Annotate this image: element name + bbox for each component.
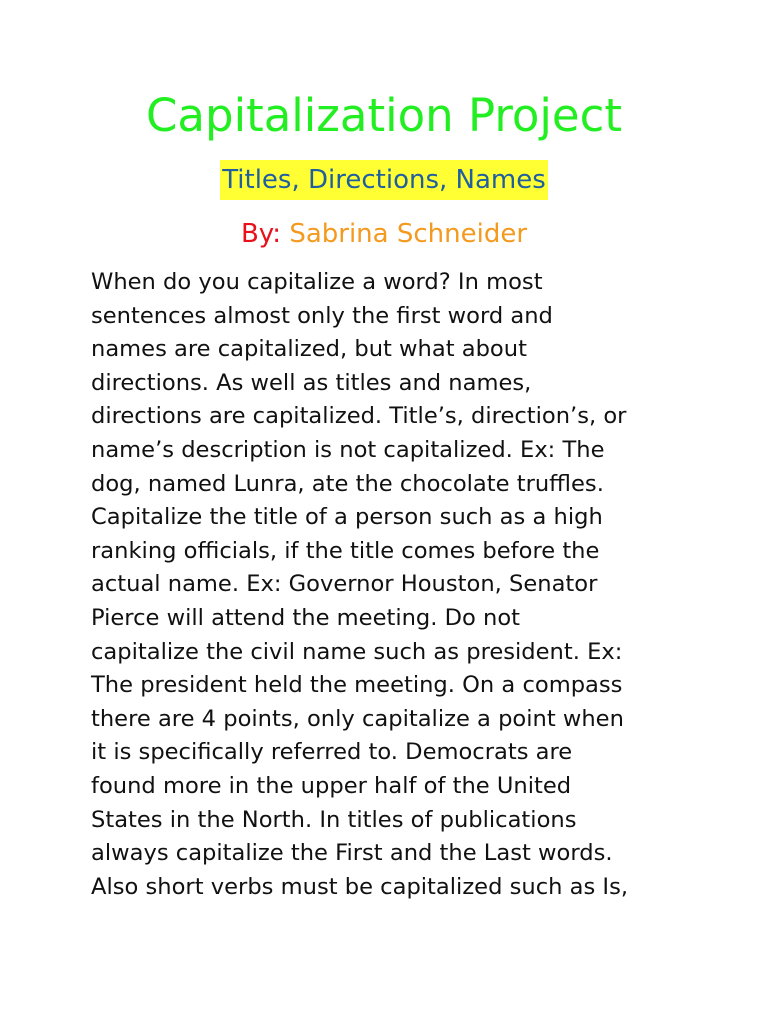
body-line: States in the North. In titles of publications bbox=[91, 806, 577, 833]
author-name: Sabrina Schneider bbox=[289, 219, 528, 249]
page-title: Capitalization Project bbox=[146, 89, 622, 142]
subtitle-highlighted: Titles, Directions, Names bbox=[220, 160, 548, 200]
body-line: name’s description is not capitalized. Ex: The bbox=[91, 436, 605, 463]
body-line: Pierce will attend the meeting. Do not bbox=[91, 604, 521, 631]
body-line: dog, named Lunra, ate the chocolate truffles. bbox=[91, 470, 604, 497]
body-line: found more in the upper half of the United bbox=[91, 772, 572, 799]
body-line: When do you capitalize a word? In most bbox=[91, 269, 543, 295]
body-paragraph bbox=[91, 266, 691, 904]
body-line: it is specifically referred to. Democrats are bbox=[91, 739, 573, 766]
body-line: capitalize the civil name such as president. Ex: bbox=[91, 638, 623, 665]
body-line: Capitalize the title of a person such as a high bbox=[91, 504, 603, 531]
body-line: Also short verbs must be capitalized such as Is, bbox=[91, 873, 629, 900]
body-line: The president held the meeting. On a compass bbox=[91, 672, 623, 699]
byline-label: By: bbox=[240, 219, 282, 249]
body-line: directions. As well as titles and names, bbox=[91, 369, 532, 396]
byline bbox=[0, 214, 768, 254]
subtitle-container bbox=[0, 160, 768, 200]
body-line: sentences almost only the first word and bbox=[91, 302, 553, 329]
body-line: directions are capitalized. Title’s, direction’s, or bbox=[91, 403, 627, 430]
body-line: always capitalize the First and the Last words. bbox=[91, 840, 613, 867]
body-line: names are capitalized, but what about bbox=[91, 336, 527, 363]
body-line: actual name. Ex: Governor Houston, Senator bbox=[91, 571, 598, 598]
body-line: ranking officials, if the title comes before the bbox=[91, 537, 600, 564]
body-line: there are 4 points, only capitalize a point when bbox=[91, 705, 624, 732]
